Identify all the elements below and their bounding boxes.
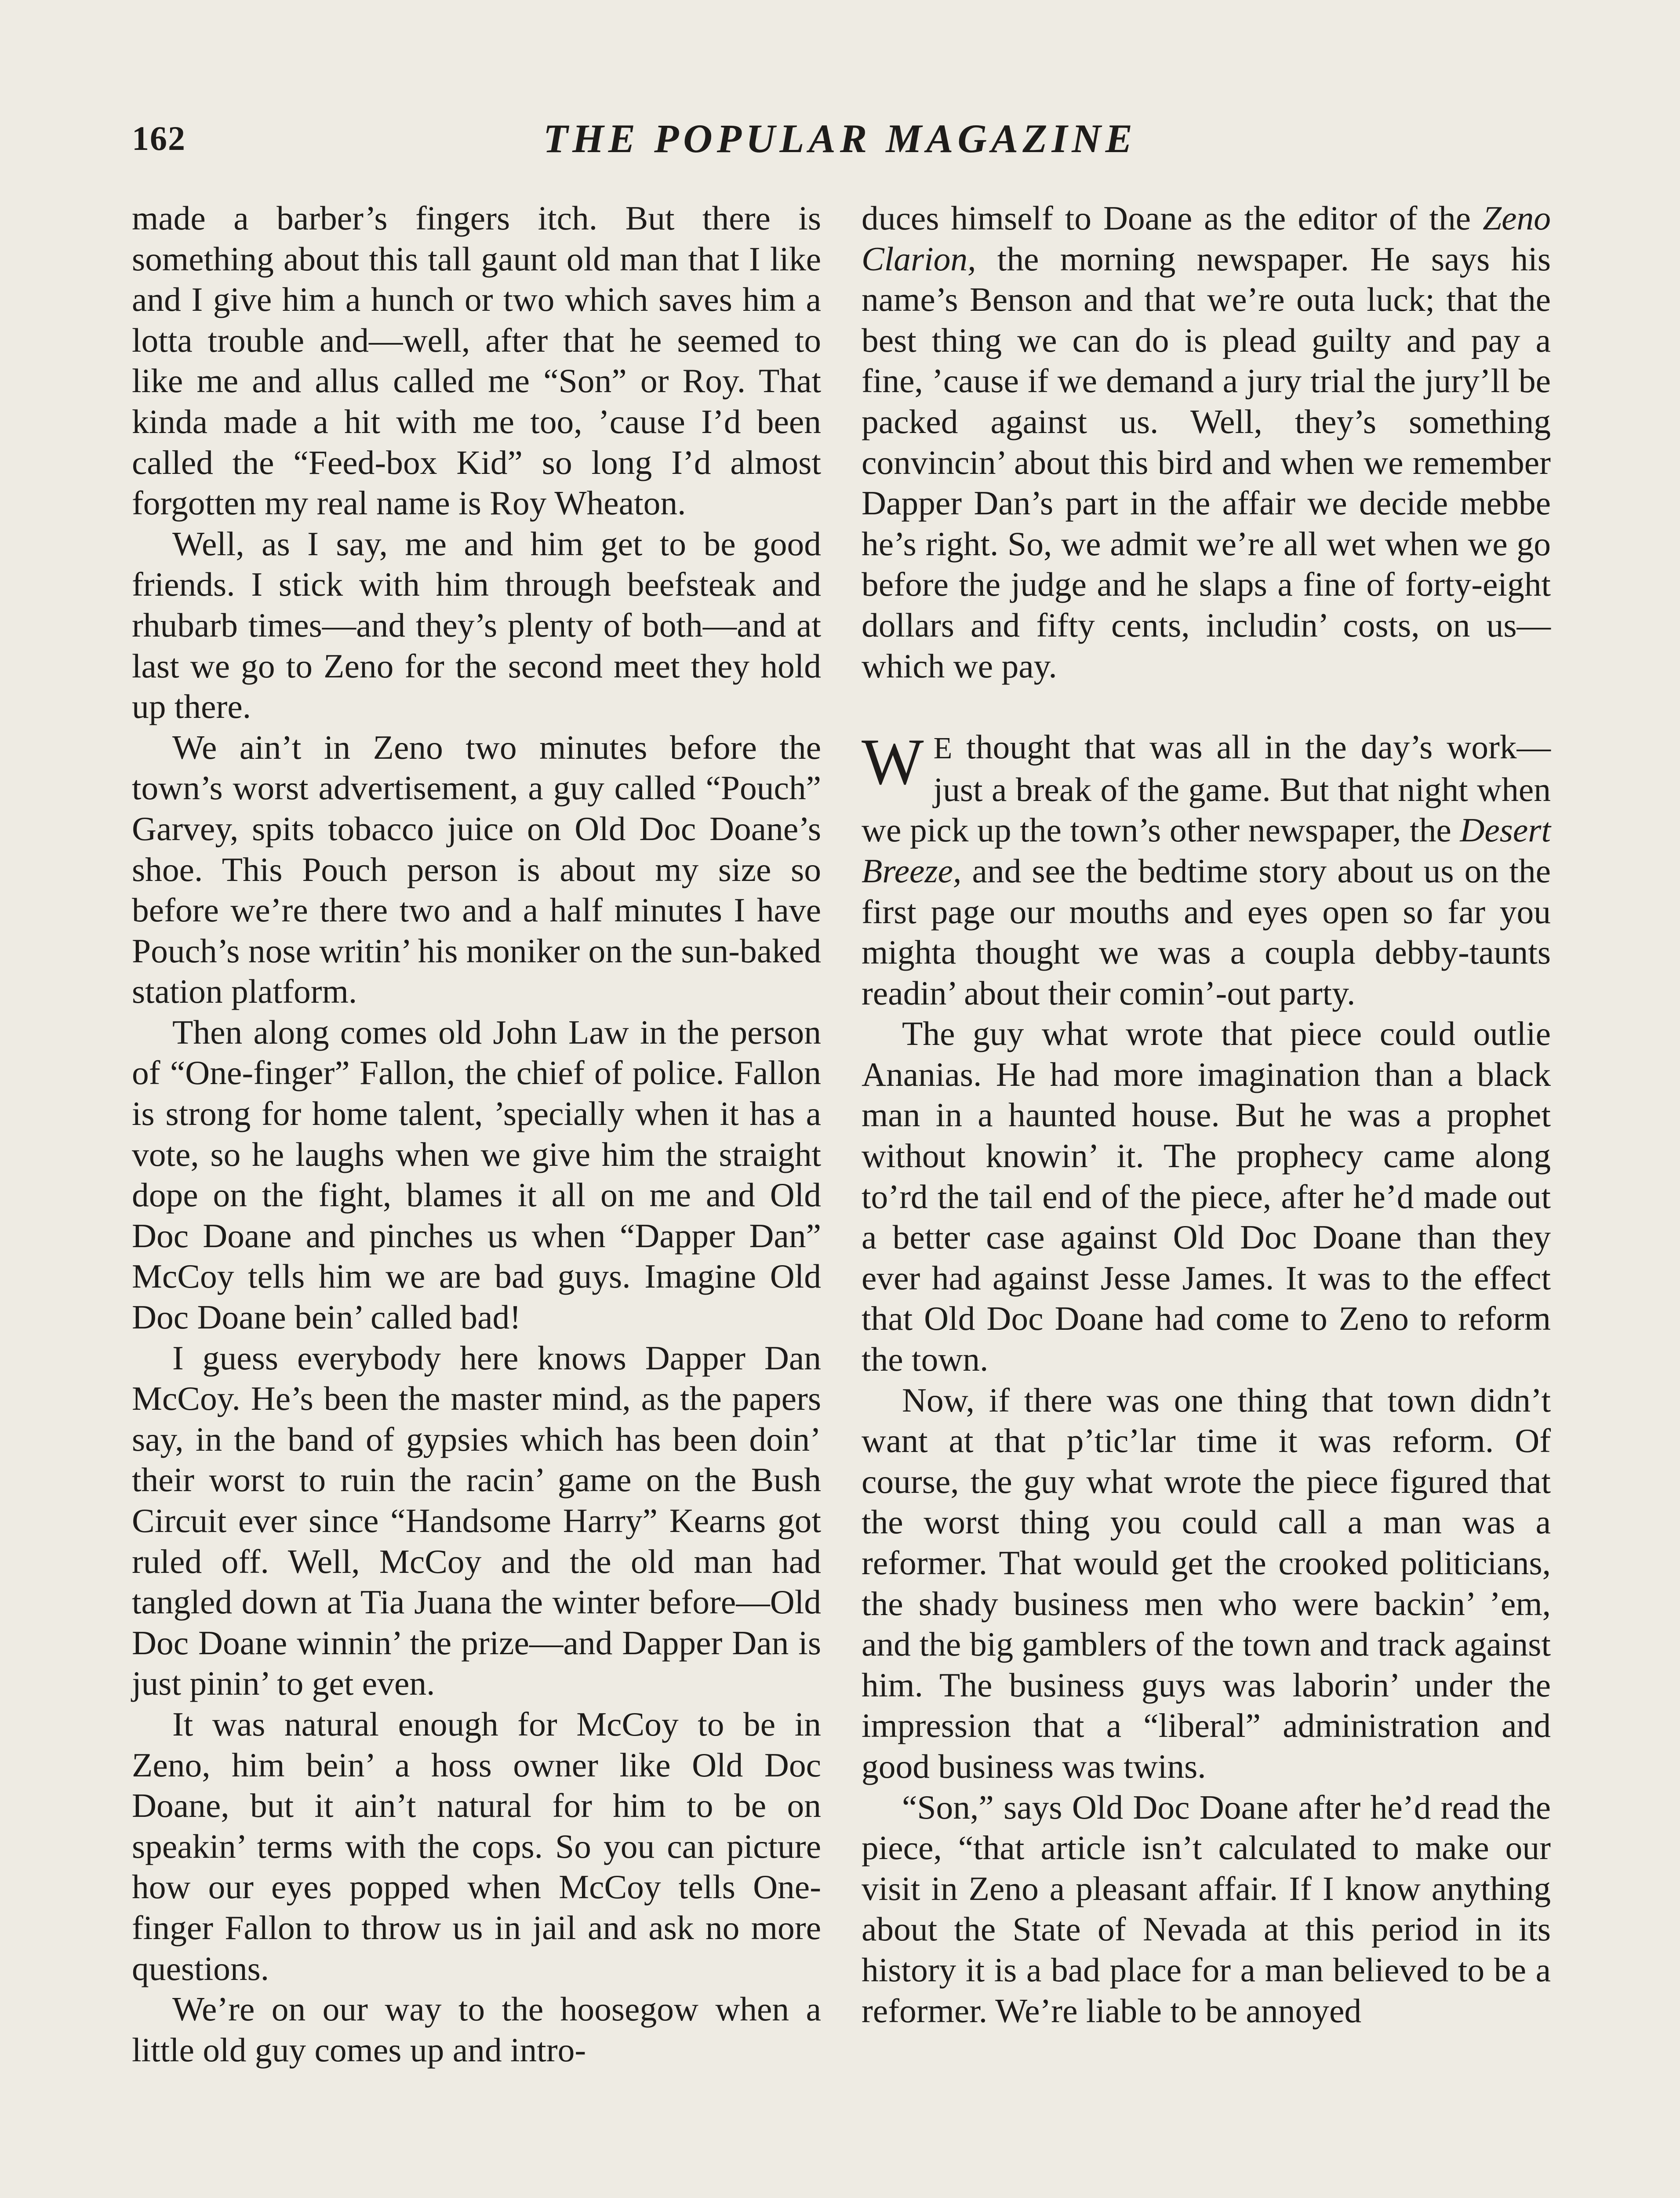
paragraph: We’re on our way to the hoosegow when a little old guy comes up and intro- — [132, 1990, 821, 2069]
drop-cap: W — [862, 725, 924, 799]
newspaper-title: Zeno Clarion, — [862, 199, 1551, 278]
paragraph: Well, as I say, me and him get to be good friends. I stick with him through beefsteak and rhubarb times—and they’s plenty of both—and at last we go to Zeno for the second meet they hold up there. — [132, 524, 821, 726]
drop-cap-continuation: E — [933, 731, 953, 766]
paragraph: made a barber’s fingers itch. But there is something about this tall gaunt old man that I like and I give him a hunch or two which saves him a lotta trouble and—well, after that he seemed to like me and allus called me “Son” or Roy. That kinda made a hit with me too, ’cause I’d been called the “Feed-box Kid” so long I’d almost forgotten my real name is Roy Wheaton. — [132, 199, 821, 522]
paragraph-text: thought that was all in the day’s work—just a break of the game. But that night when we pick up the town’s other newspaper, the — [862, 728, 1551, 849]
paragraph: Then along comes old John Law in the person of “One-finger” Fallon, the chief of police. Fallon is strong for home talent, ’specially when it has a vote, so he laughs when we give him the straight dope on the fight, blames it all on me and Old Doc Doane and pinches us when “Dapper Dan” McCoy tells him we are bad guys. Imagine Old Doc Doane bein’ called bad! — [132, 1013, 821, 1336]
running-title: THE POPULAR MAGAZINE — [543, 116, 1137, 161]
paragraph-text: and see the bedtime story about us on the first page our mouths and eyes open so far you mighta thought we was a coupla debby-taunts readin’ about their comin’-out party. — [862, 852, 1551, 1012]
paragraph: It was natural enough for McCoy to be in Zeno, him bein’ a hoss owner like Old Doc Doane, but it ain’t natural for him to be on speakin’ terms with the cops. So you can picture how our eyes popped when McCoy tells One-finger Fallon to throw us in jail and ask no more questions. — [132, 1705, 821, 1987]
newspaper-title: Desert Breeze, — [862, 811, 1551, 890]
paragraph-text: duces himself to Doane as the editor of the — [862, 199, 1483, 237]
paragraph-text: the morning newspaper. He says his name’s Benson and that we’re outa luck; that the best thing we can do is plead guilty and pay a fine, ’cause if we demand a jury trial the jury’ll be packed against us. Well, they’s something convincin’ about this bird and when we remember Dapper Dan’s part in the affair we decide mebbe he’s right. So, we admit we’re all wet when we go before the judge and he slaps a fine of forty-eight dollars and fifty cents, includin’ costs, on us—which we pay. — [862, 240, 1551, 685]
page-number: 162 — [132, 119, 186, 157]
paragraph: We ain’t in Zeno two minutes before the town’s worst advertisement, a guy called “Pouch” Garvey, spits tobacco juice on Old Doc Doane’s shoe. This Pouch person is about my size so before we’re there two and a half minutes I have Pouch’s nose writin’ his moniker on the sun-baked station platform. — [132, 728, 821, 1011]
paragraph: I guess everybody here knows Dapper Dan McCoy. He’s been the master mind, as the papers say, in the band of gypsies which has been doin’ their worst to ruin the racin’ game on the Bush Circuit ever since “Handsome Harry” Kearns got ruled off. Well, McCoy and the old man had tangled down at Tia Juana the winter before—Old Doc Doane winnin’ the prize—and Dapper Dan is just pinin’ to get even. — [132, 1339, 821, 1703]
paragraph — [862, 198, 1551, 686]
section-opening-paragraph — [862, 727, 1551, 1013]
paragraph: “Son,” says Old Doc Doane after he’d read the piece, “that article isn’t calculated to make our visit in Zeno a pleasant affair. If I know anything about the State of Nevada at this period in its history it is a bad place for a man believed to be a reformer. We’re liable to be annoyed — [862, 1788, 1551, 2030]
paragraph: Now, if there was one thing that town didn’t want at that p’tic’lar time it was reform. Of course, the guy what wrote the piece figured that the worst thing you could call a man was a reformer. That would get the crooked politicians, the shady business men who were backin’ ’em, and the big gamblers of the town and track against him. The business guys was laborin’ under the impression that a “liberal” administration and good business was twins. — [862, 1381, 1551, 1785]
right-column — [862, 198, 1551, 2031]
paragraph: The guy what wrote that piece could outlie Ananias. He had more imagination than a black man in a haunted house. But he was a prophet without knowin’ it. The prophecy came along to’rd the tail end of the piece, after he’d made out a better case against Old Doc Doane than they ever had against Jesse James. It was to the effect that Old Doc Doane had come to Zeno to reform the town. — [862, 1015, 1551, 1379]
left-column — [132, 198, 821, 2070]
